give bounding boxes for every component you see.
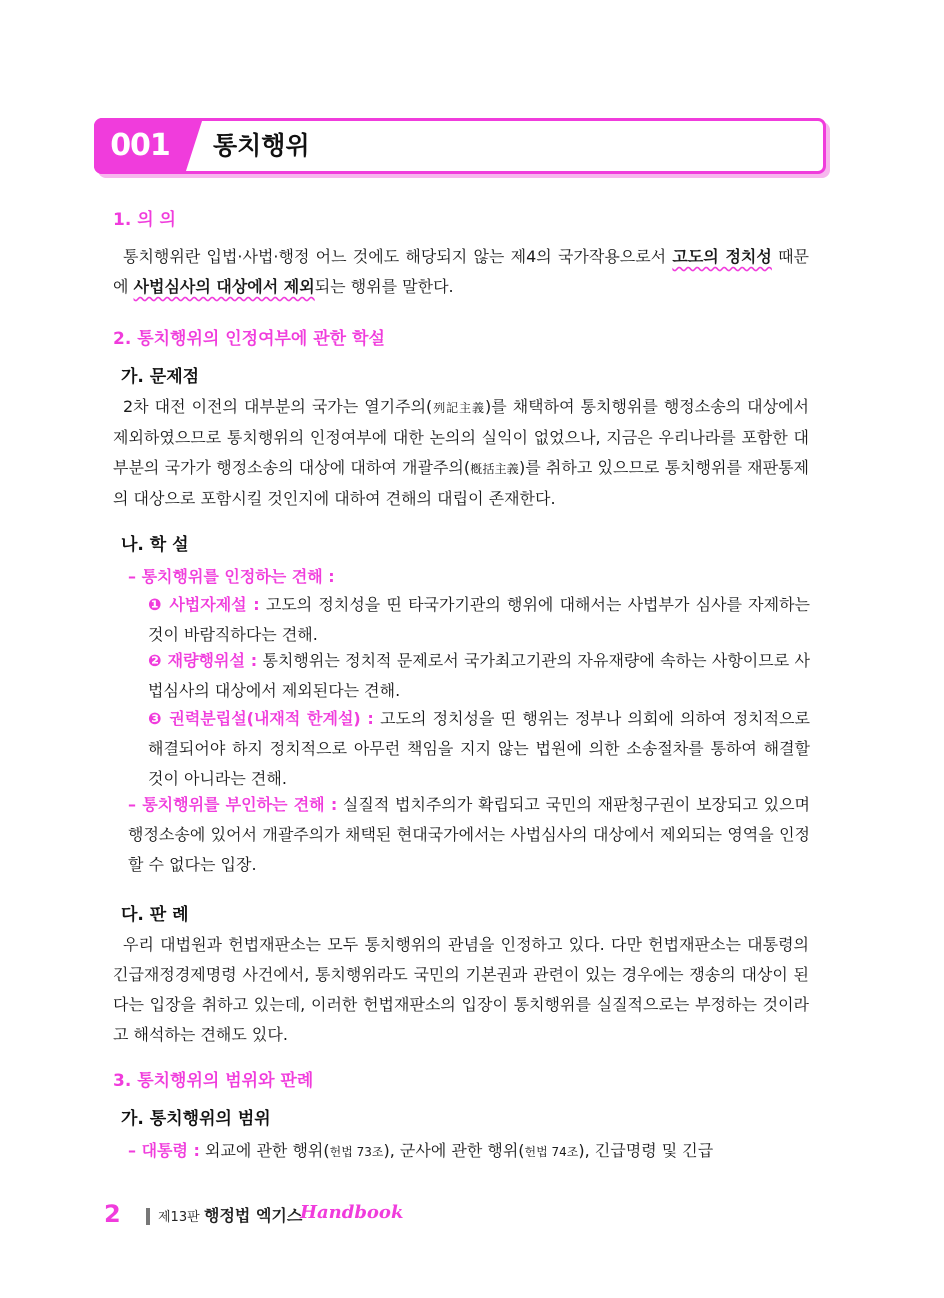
text: 2차 대전 이전의 대부분의 국가는 열기주의( — [123, 397, 433, 416]
hanja-text: 槪括主義 — [470, 462, 519, 476]
theory-2 — [148, 646, 810, 706]
deny-label: – 통치행위를 부인하는 견해 : — [128, 795, 338, 814]
page-number: 2 — [104, 1200, 121, 1228]
section-3-heading: 3. 통치행위의 범위와 판례 — [113, 1071, 314, 1091]
text: 통치행위란 입법·사법·행정 어느 것에도 해당되지 않는 제4의 국가작용으로서 — [123, 247, 673, 266]
section-2-heading: 2. 통치행위의 인정여부에 관한 학설 — [113, 329, 385, 349]
theory-3-label: ❸ 권력분립설(내재적 한계설) : — [148, 709, 374, 728]
chapter-number: 001 — [94, 118, 186, 174]
problem-paragraph — [113, 392, 809, 514]
chapter-tab-decoration — [185, 118, 203, 174]
text: 되는 행위를 말한다. — [314, 277, 454, 296]
theory-2-text: 통치행위는 정치적 문제로서 국가최고기관의 자유재량에 속하는 사항이므로 사법심사의 대상에서 제외된다는 견해. — [148, 651, 810, 700]
chapter-title: 통치행위 — [213, 131, 310, 160]
text: ), 군사에 관한 행위( — [383, 1141, 525, 1160]
deny-view — [128, 790, 810, 880]
text: )를 채택하여 통치행위를 행정소송의 대상에서 제외하였으므로 통치행위의 인정여부에 대한 논의의 실익이 없었으나, 지금은 우리나라를 포함한 대부분의 국가가 행정소송의 대상에 대하여 개괄주의( — [113, 397, 809, 477]
text: )를 취하고 있으므로 통치행위를 재판통제의 대상으로 포함시킬 것인지에 대하여 견해의 대립이 존재한다. — [113, 458, 809, 508]
affirm-label: – 통치행위를 인정하는 견해 : — [128, 567, 335, 586]
text: ), 긴급명령 및 긴급 — [578, 1141, 714, 1160]
section-1-heading: 1. 의 의 — [113, 210, 176, 230]
article-ref: 헌법 74조 — [524, 1145, 579, 1159]
president-acts — [128, 1136, 810, 1167]
footer-divider — [146, 1208, 150, 1225]
highlight-excluded: 사법심사의 대상에서 제외 — [133, 277, 315, 296]
highlight-political: 고도의 정치성 — [672, 247, 772, 266]
subsection-na-heading: 나. 학 설 — [121, 535, 189, 555]
theory-3-text: 고도의 정치성을 띤 행위는 정부나 의회에 의하여 정치적으로 해결되어야 하지 정치적으로 아무런 책임을 지지 않는 법원에 의한 소송절차를 통하여 해결할 것이 아니라는 견해. — [148, 709, 810, 788]
article-ref: 헌법 73조 — [329, 1145, 384, 1159]
footer-handbook: Handbook — [300, 1202, 404, 1223]
subsection-ga-heading: 가. 문제점 — [121, 367, 200, 387]
theory-1 — [148, 590, 810, 650]
theory-3 — [148, 704, 810, 794]
affirm-view-label — [128, 562, 810, 592]
footer-book-title: 행정법 엑기스 — [204, 1206, 303, 1225]
subsection-da-heading: 다. 판 례 — [121, 905, 189, 925]
text: 외교에 관한 행위( — [199, 1141, 330, 1160]
footer-edition: 제13판 — [158, 1210, 200, 1225]
section-1-paragraph — [113, 242, 809, 302]
chapter-title-box — [94, 118, 826, 174]
scope-heading: 가. 통치행위의 범위 — [121, 1109, 271, 1129]
president-label: – 대통령 : — [128, 1141, 200, 1160]
hanja-text: 列記主義 — [432, 401, 485, 415]
text: 때문에 — [113, 247, 810, 296]
deny-text: 실질적 법치주의가 확립되고 국민의 재판청구권이 보장되고 있으며 행정소송에 있어서 개괄주의가 채택된 현대국가에서는 사법심사의 대상에서 제외되는 영역을 인정할 수 없다는 입장. — [128, 795, 810, 874]
theory-1-text: 고도의 정치성을 띤 타국가기관의 행위에 대해서는 사법부가 심사를 자제하는 것이 바람직하다는 견해. — [148, 595, 810, 644]
theory-1-label: ❶ 사법자제설 : — [148, 595, 260, 614]
theory-2-label: ❷ 재량행위설 : — [148, 651, 258, 670]
precedent-paragraph: 우리 대법원과 헌법재판소는 모두 통치행위의 관념을 인정하고 있다. 다만 헌법재판소는 대통령의 긴급재정경제명령 사건에서, 통치행위라도 국민의 기본권과 관련이 있는 경우에는 쟁송의 대상이 된다는 입장을 취하고 있는데, 이러한 헌법재판소의 입장이 통치행위를 실질적으로는 부정하는 것이라고 해석하는 견해도 있다. — [113, 935, 809, 1044]
